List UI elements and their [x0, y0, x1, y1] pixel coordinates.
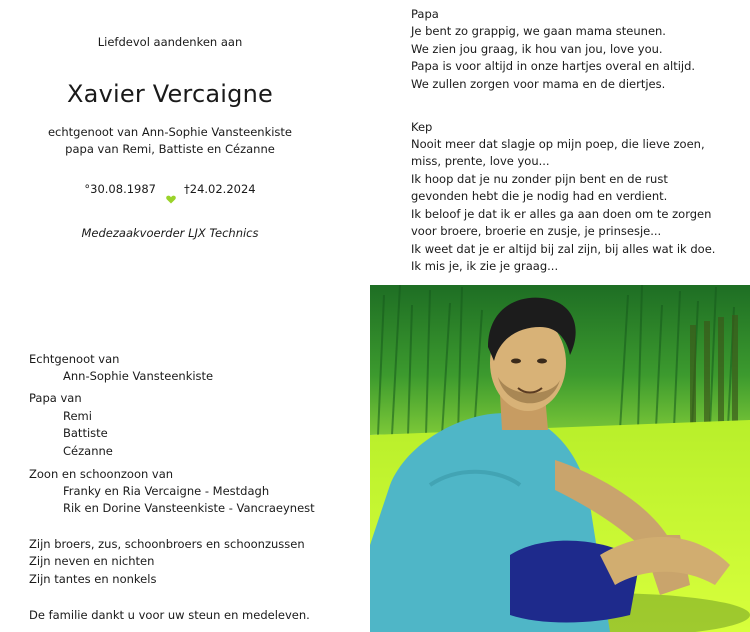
thanks-line: De familie dankt u voor uw steun en medeleven.: [29, 608, 310, 622]
poem-line: Ik weet dat je er altijd bij zal zijn, bij alles wat ik doe.: [411, 242, 716, 256]
poem-line: voor broere, broerie en zusje, je prinsesje...: [411, 224, 662, 238]
child-name: Remi: [63, 409, 92, 423]
poem-line: Ik mis je, ik zie je graag...: [411, 259, 559, 273]
relatives-line: Zijn broers, zus, schoonbroers en schoonzussen: [29, 537, 305, 551]
occupation: Medezaakvoerder LJX Technics: [81, 226, 259, 240]
relatives-line: Zijn neven en nichten: [29, 554, 155, 568]
children-line: papa van Remi, Battiste en Cézanne: [65, 142, 275, 156]
portrait-photo: [370, 285, 750, 632]
spouse-name: Ann-Sophie Vansteenkiste: [63, 369, 214, 383]
poem-line: We zien jou graag, ik hou van jou, love you.: [411, 42, 663, 56]
poem-line: miss, prente, love you...: [411, 154, 550, 168]
parents-line: Rik en Dorine Vansteenkiste - Vancraeynest: [63, 501, 315, 515]
poem-line: Je bent zo grappig, we gaan mama steunen.: [411, 24, 666, 38]
child-name: Cézanne: [63, 444, 113, 458]
relatives-line: Zijn tantes en nonkels: [29, 572, 157, 586]
poem-line: gevonden hebt die je nodig had en verdient.: [411, 189, 668, 203]
poem-line: Papa is voor altijd in onze hartjes overal en altijd.: [411, 59, 696, 73]
intro-text: Liefdevol aandenken aan: [97, 35, 243, 49]
portrait-illustration: [370, 285, 750, 632]
child-name: Battiste: [63, 426, 108, 440]
poem-line: Ik hoop dat je nu zonder pijn bent en de rust: [411, 172, 668, 186]
life-dates: [0, 182, 340, 196]
birth-date: °30.08.1987: [84, 182, 156, 196]
heart-icon: [166, 195, 176, 204]
poem-line: We zullen zorgen voor mama en de diertjes.: [411, 77, 666, 91]
poem-line: Nooit meer dat slagje op mijn poep, die lieve zoen,: [411, 137, 705, 151]
spouse-line: echtgenoot van Ann-Sophie Vansteenkiste: [47, 125, 292, 139]
poem-papa-heading: Papa: [411, 7, 439, 21]
death-date: †24.02.2024: [184, 182, 256, 196]
poem-line: Ik beloof je dat ik er alles ga aan doen om te zorgen: [411, 207, 712, 221]
spouse-heading: Echtgenoot van: [29, 352, 120, 366]
poem-kep-heading: Kep: [411, 120, 433, 134]
deceased-name: Xavier Vercaigne: [67, 80, 273, 108]
son-heading: Zoon en schoonzoon van: [29, 467, 174, 481]
parents-line: Franky en Ria Vercaigne - Mestdagh: [63, 484, 270, 498]
father-heading: Papa van: [29, 391, 82, 405]
